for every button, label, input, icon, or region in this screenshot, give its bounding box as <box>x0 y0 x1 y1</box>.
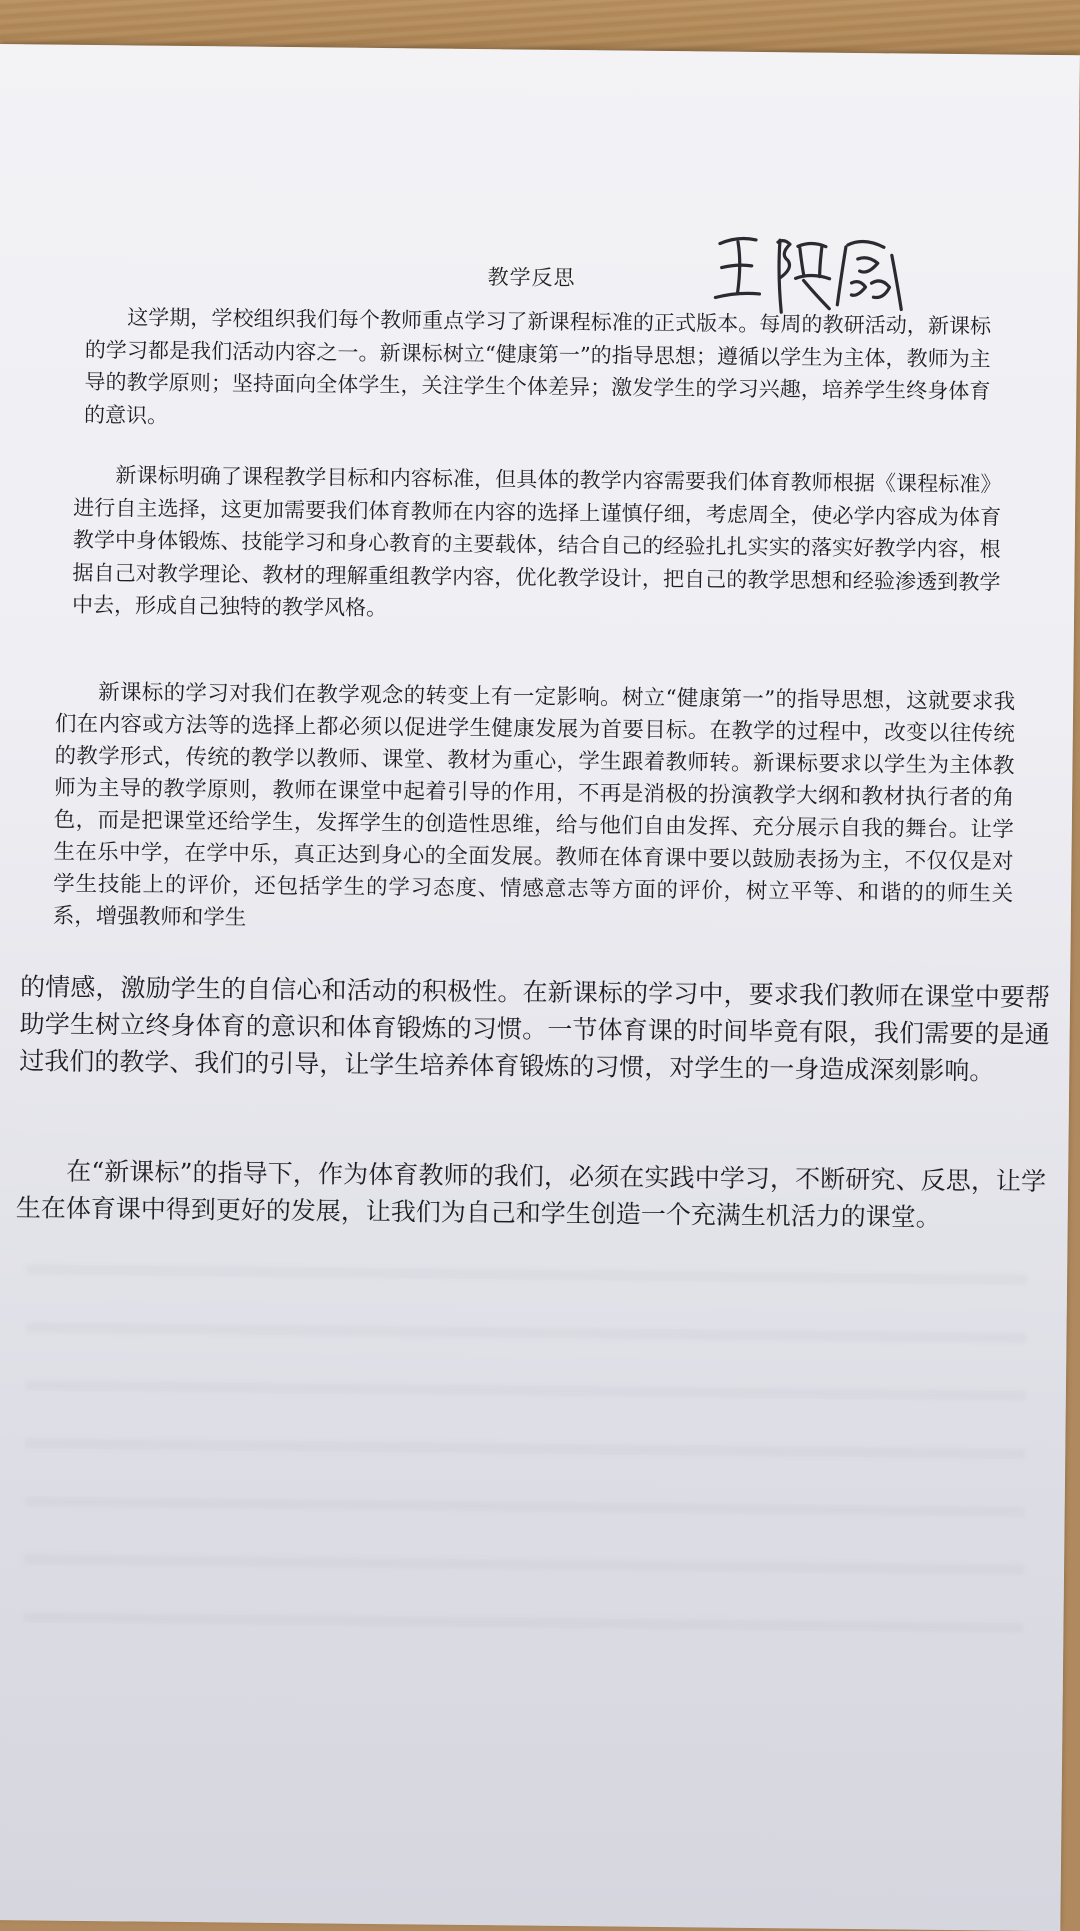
show-through-text-shadow <box>23 1264 1027 1654</box>
paragraph-1: 这学期，学校组织我们每个教师重点学习了新课程标准的正式版本。每周的教研活动，新课标的学习都是我们活动内容之一。新课标树立“健康第一”的指导思想；遵循以学生为主体，教师为主导的教学原则；坚持面向全体学生，关注学生个体差异；激发学生的学习兴趣，培养学生终身体育的意识。 <box>84 305 992 428</box>
paragraph-3-continued: 的情感，激励学生的自信心和活动的积极性。在新课标的学习中，要求我们教师在课堂中要帮助学生树立终身体育的意识和体育锻炼的习惯。一节体育课的时间毕竟有限，我们需要的是通过我们的教学、我们的引导，让学生培养体育锻炼的习惯，对学生的一身造成深刻影响。 <box>19 972 1051 1086</box>
paragraph-3: 新课标的学习对我们在教学观念的转变上有一定影响。树立“健康第一”的指导思想，这就要求我们在内容或方法等的选择上都必须以促进学生健康发展为首要目标。在教学的过程中，改变以往传统的教学形式，传统的教学以教师、课堂、教材为重心，学生跟着教师转。新课标要求以学生为主体教师为主导的教学原则，教师在课堂中起着引导的作用，不再是消极的扮演教学大纲和教材执行者的角色，而是把课堂还给学生，发挥学生的创造性思维，给与他们自由发挥、充分展示自我的舞台。让学生在乐中学，在学中乐，真正达到身心的全面发展。教师在体育课中要以鼓励表扬为主，不仅仅是对学生技能上的评价，还包括学生的学习态度、情感意志等方面的评价，树立平等、和谐的的师生关系，增强教师和学生 <box>52 680 1016 931</box>
paragraph-4: 在“新课标”的指导下，作为体育教师的我们，必须在实践中学习，不断研究、反思，让学生在体育课中得到更好的发展，让我们为自己和学生创造一个充满生机活力的课堂。 <box>15 1156 1047 1232</box>
paper-sheet <box>0 44 1080 1931</box>
document-title: 教学反思 <box>487 265 576 291</box>
paragraph-2: 新课标明确了课程教学目标和内容标准，但具体的教学内容需要我们体育教师根据《课程标准》进行自主选择，这更加需要我们体育教师在内容的选择上谨慎仔细，考虑周全，使必学内容成为体育教学中身体锻炼、技能学习和身心教育的主要载体，结合自己的经验扎扎实实的落实好教学内容，根据自己对教学理论、教材的理解重组教学内容，优化教学设计，把自己的教学思想和经验渗透到教学中去，形成自己独特的教学风格。 <box>72 463 1002 621</box>
